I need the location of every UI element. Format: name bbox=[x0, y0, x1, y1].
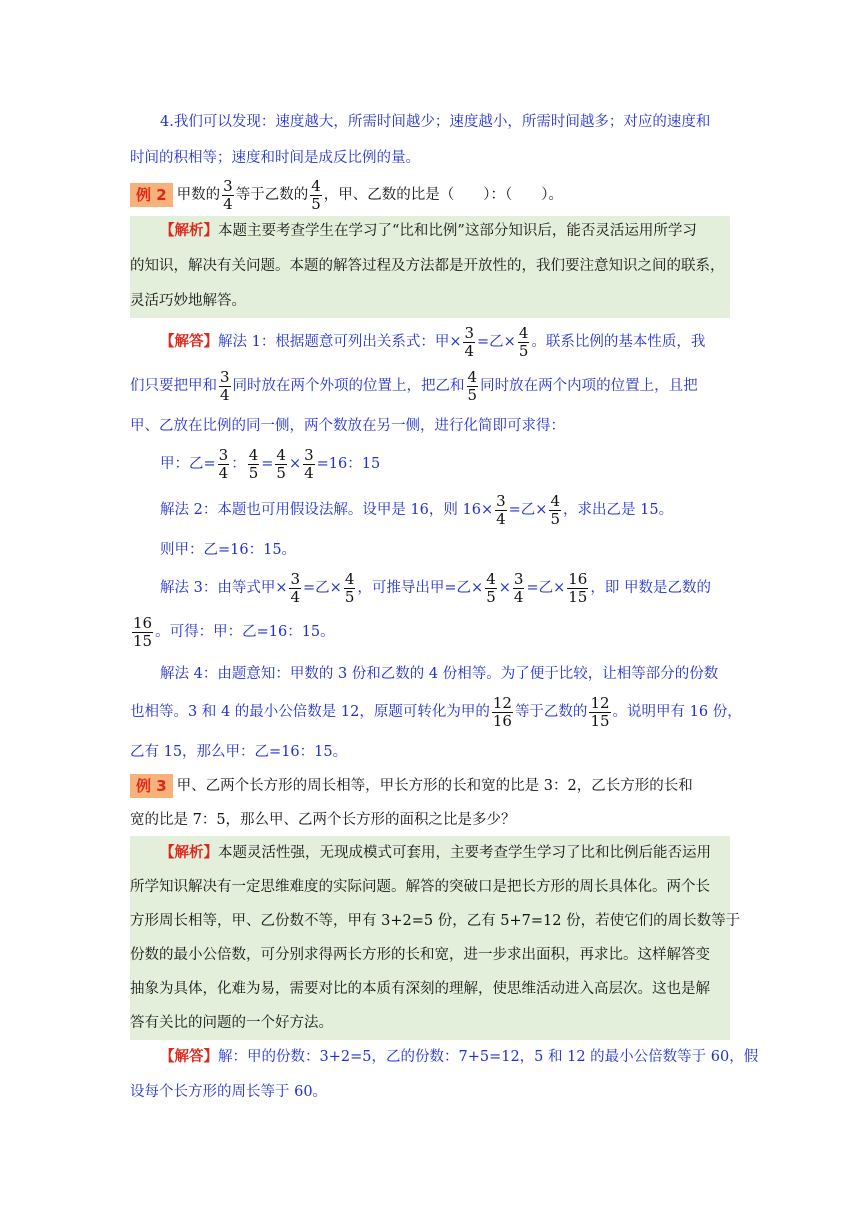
example-3-question-line-1 bbox=[130, 768, 730, 804]
answer-label: 【解答】 bbox=[160, 1048, 218, 1065]
answer-text: 。说明甲有 16 份， bbox=[612, 704, 742, 720]
denominator: 16 bbox=[492, 711, 512, 730]
fraction bbox=[518, 325, 530, 360]
fraction bbox=[513, 571, 525, 606]
answer-text: 设每个长方形的周长等于 60。 bbox=[130, 1084, 328, 1100]
answer-text: =乙× bbox=[508, 502, 548, 518]
ex2-text-2: 等于乙数的 bbox=[235, 187, 309, 203]
analysis-text: 灵活巧妙地解答。 bbox=[130, 293, 246, 309]
denominator: 4 bbox=[223, 194, 233, 213]
answer-text: = bbox=[261, 456, 274, 472]
analysis-text: 方形周长相等，甲、乙份数不等，甲有 3+2=5 份，乙有 5+7=12 份，若使它们的周长数等于 bbox=[130, 913, 741, 929]
fraction bbox=[132, 615, 153, 650]
numerator: 16 bbox=[568, 569, 588, 588]
fraction bbox=[303, 447, 315, 482]
denominator: 5 bbox=[248, 463, 259, 482]
example-3-answer-line-1 bbox=[160, 1039, 759, 1075]
fraction bbox=[222, 178, 234, 213]
fraction bbox=[219, 369, 231, 404]
analysis-line-6 bbox=[130, 1005, 730, 1041]
answer-text: =16：15 bbox=[316, 456, 381, 472]
answer-text: × bbox=[288, 456, 302, 472]
numerator: 3 bbox=[223, 176, 233, 195]
analysis-text: 的知识，解决有关问题。本题的解答过程及方法都是开放性的，我们要注意知识之间的联系， bbox=[130, 258, 725, 274]
fraction bbox=[567, 571, 588, 606]
denominator: 5 bbox=[276, 463, 286, 482]
denominator: 15 bbox=[133, 631, 153, 650]
analysis-line-3 bbox=[130, 903, 741, 939]
numerator: 3 bbox=[218, 445, 229, 464]
answer-method-1-line-4 bbox=[160, 442, 760, 486]
answer-text: 则甲：乙=16：15。 bbox=[160, 542, 297, 558]
analysis-line-2 bbox=[130, 248, 730, 284]
example-3-answer-line-2 bbox=[130, 1074, 730, 1110]
fraction bbox=[248, 447, 260, 482]
numerator: 4 bbox=[550, 491, 561, 510]
analysis-line-4 bbox=[130, 937, 730, 973]
analysis-label: 【解析】 bbox=[160, 222, 218, 239]
answer-text: ，可推导出甲=乙× bbox=[357, 580, 484, 596]
numerator: 4 bbox=[311, 176, 321, 195]
fraction bbox=[344, 571, 356, 606]
numerator: 3 bbox=[496, 491, 506, 510]
fraction bbox=[463, 325, 475, 360]
answer-text: ，即 甲数是乙数的 bbox=[590, 580, 711, 596]
example-2-tag: 例 2 bbox=[130, 183, 173, 207]
point-4-text-1: 4.我们可以发现：速度越大，所需时间越少；速度越小，所需时间越多；对应的速度和 bbox=[160, 114, 711, 130]
answer-method-3-line-2 bbox=[130, 610, 730, 654]
numerator: 3 bbox=[513, 569, 524, 588]
numerator: 12 bbox=[590, 693, 610, 712]
denominator: 4 bbox=[496, 509, 506, 528]
fraction bbox=[218, 447, 230, 482]
answer-text: 同时放在两个内项的位置上，且把 bbox=[480, 378, 698, 394]
numerator: 4 bbox=[467, 367, 478, 386]
answer-text: =乙× bbox=[477, 334, 516, 350]
answer-text: =乙× bbox=[526, 580, 566, 596]
answer-text: 解：甲的份数：3+2=5，乙的份数：7+5=12，5 和 12 的最小公倍数等于 60，假 bbox=[218, 1049, 759, 1065]
denominator: 5 bbox=[344, 587, 355, 606]
analysis-line-3 bbox=[130, 283, 730, 319]
answer-text: 同时放在两个外项的位置上，把乙和 bbox=[232, 378, 465, 394]
example-3-text: 宽的比是 7：5，那么甲、乙两个长方形的面积之比是多少？ bbox=[130, 812, 516, 828]
answer-text: 解法 3：由等式甲× bbox=[160, 580, 288, 596]
answer-method-1-line-2 bbox=[130, 364, 730, 408]
analysis-text: 所学知识解决有一定思维难度的实际问题。解答的突破口是把长方形的周长具体化。两个长 bbox=[130, 879, 710, 895]
denominator: 4 bbox=[218, 463, 229, 482]
denominator: 5 bbox=[311, 194, 321, 213]
denominator: 4 bbox=[220, 385, 230, 404]
example-3-question-line-2 bbox=[130, 802, 730, 838]
answer-method-1-line-3 bbox=[130, 408, 730, 444]
fraction bbox=[495, 493, 507, 528]
analysis-text: 抽象为具体，化难为易，需要对比的本质有深刻的理解，使思维活动进入高层次。这也是解 bbox=[130, 981, 710, 997]
answer-method-4-line-1 bbox=[160, 656, 760, 692]
answer-text: 们只要把甲和 bbox=[130, 378, 217, 394]
analysis-text: 答有关比的问题的一个好方法。 bbox=[130, 1015, 333, 1031]
answer-text: 解法 2：本题也可用假设法解。设甲是 16，则 16× bbox=[160, 502, 494, 518]
answer-text: 。联系比例的基本性质，我 bbox=[531, 334, 706, 350]
answer-text: 。可得：甲：乙=16：15。 bbox=[155, 624, 335, 640]
ex2-text-1: 甲数的 bbox=[176, 187, 221, 203]
fraction bbox=[275, 447, 287, 482]
numerator: 4 bbox=[248, 445, 259, 464]
denominator: 4 bbox=[464, 341, 475, 360]
answer-text: 甲：乙= bbox=[160, 456, 216, 472]
denominator: 5 bbox=[467, 385, 478, 404]
answer-text: 也相等。3 和 4 的最小公倍数是 12，原题可转化为甲的 bbox=[130, 704, 490, 720]
denominator: 4 bbox=[304, 463, 314, 482]
answer-text: ： bbox=[231, 456, 246, 472]
fraction bbox=[549, 493, 561, 528]
answer-method-2-line-2 bbox=[160, 532, 760, 568]
numerator: 3 bbox=[304, 445, 314, 464]
answer-text: ，求出乙是 15。 bbox=[563, 502, 674, 518]
denominator: 15 bbox=[590, 711, 610, 730]
numerator: 3 bbox=[220, 367, 230, 386]
analysis-text: 份数的最小公倍数，可分别求得两长方形的长和宽，进一步求出面积，再求比。这样解答变 bbox=[130, 947, 710, 963]
answer-method-4-line-2 bbox=[130, 690, 742, 734]
answer-text: 甲、乙放在比例的同一侧，两个数放在另一侧，进行化简即可求得： bbox=[130, 418, 565, 434]
example-3-tag: 例 3 bbox=[130, 774, 173, 798]
point-4-line-1 bbox=[160, 104, 730, 140]
denominator: 4 bbox=[513, 587, 524, 606]
answer-method-3-line-1 bbox=[160, 566, 760, 610]
analysis-line-1 bbox=[160, 213, 760, 249]
fraction bbox=[492, 695, 513, 730]
numerator: 4 bbox=[344, 569, 355, 588]
example-3-analysis-box bbox=[130, 836, 741, 1040]
fraction bbox=[310, 178, 322, 213]
denominator: 4 bbox=[290, 587, 301, 606]
analysis-label: 【解析】 bbox=[160, 844, 218, 861]
numerator: 16 bbox=[133, 613, 153, 632]
example-2-analysis-box bbox=[130, 216, 730, 318]
answer-label: 【解答】 bbox=[160, 333, 218, 350]
answer-text: =乙× bbox=[303, 580, 342, 596]
answer-text: 等于乙数的 bbox=[514, 704, 588, 720]
example-3-text: 甲、乙两个长方形的周长相等，甲长方形的长和宽的比是 3：2，乙长方形的长和 bbox=[176, 778, 693, 794]
analysis-line-5 bbox=[130, 971, 730, 1007]
answer-text: 乙有 15，那么甲：乙=16：15。 bbox=[130, 744, 348, 760]
numerator: 4 bbox=[518, 323, 529, 342]
fraction bbox=[467, 369, 479, 404]
answer-text: × bbox=[498, 580, 511, 596]
fraction bbox=[289, 571, 301, 606]
denominator: 5 bbox=[518, 341, 529, 360]
denominator: 5 bbox=[550, 509, 561, 528]
answer-method-1-line-1 bbox=[160, 320, 760, 364]
denominator: 15 bbox=[568, 587, 588, 606]
numerator: 4 bbox=[486, 569, 496, 588]
analysis-line-2 bbox=[130, 869, 730, 905]
point-4-line-2 bbox=[130, 140, 730, 176]
numerator: 3 bbox=[290, 569, 301, 588]
analysis-line-1 bbox=[160, 835, 760, 871]
answer-text: 解法 4：由题意知：甲数的 3 份和乙数的 4 份相等。为了便于比较，让相等部分的份数 bbox=[160, 666, 719, 682]
fraction bbox=[589, 695, 610, 730]
analysis-text: 本题灵活性强，无现成模式可套用，主要考查学生学习了比和比例后能否运用 bbox=[218, 845, 711, 861]
numerator: 12 bbox=[492, 693, 512, 712]
answer-method-4-line-3 bbox=[130, 734, 730, 770]
denominator: 5 bbox=[486, 587, 496, 606]
analysis-text: 本题主要考查学生在学习了“比和比例”这部分知识后，能否灵活运用所学习 bbox=[218, 223, 697, 239]
answer-method-2-line-1 bbox=[160, 488, 760, 532]
example-2-question bbox=[130, 173, 730, 217]
ex2-text-3: ，甲、乙数的比是（ ）：（ ）。 bbox=[323, 187, 564, 203]
answer-text: 解法 1：根据题意可列出关系式：甲× bbox=[218, 334, 462, 350]
fraction bbox=[485, 571, 497, 606]
numerator: 4 bbox=[276, 445, 286, 464]
point-4-text-2: 时间的积相等；速度和时间是成反比例的量。 bbox=[130, 150, 420, 166]
numerator: 3 bbox=[464, 323, 475, 342]
